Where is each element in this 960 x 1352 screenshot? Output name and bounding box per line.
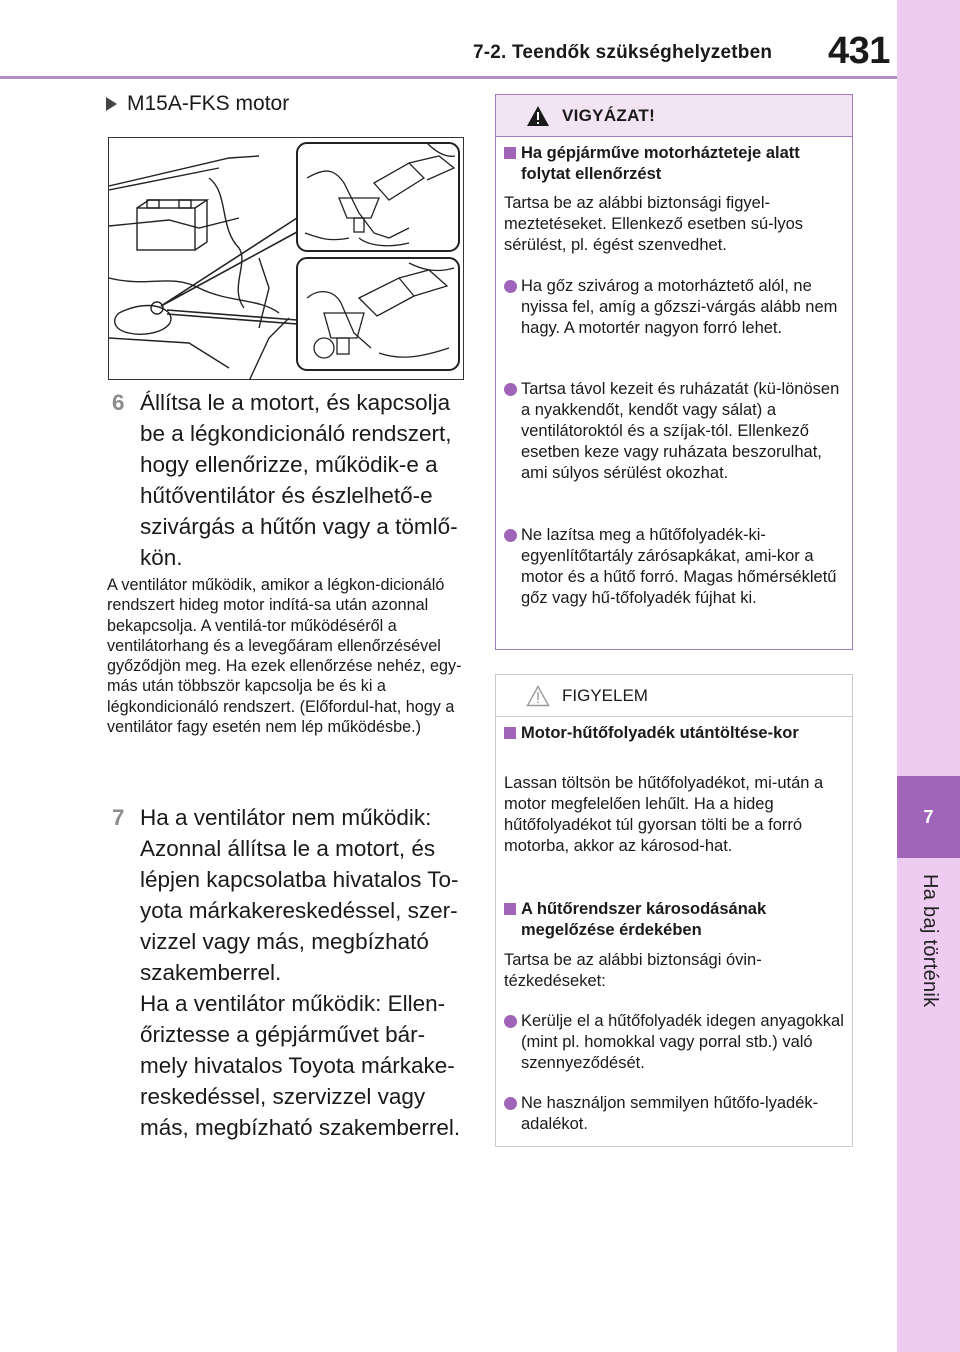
square-bullet-icon [504,903,516,915]
notice-bullet-1: Kerülje el a hűtőfolyadék idegen anyagokkal (mint pl. homokkal vagy porral stb.) való szennyeződését. [504,1011,844,1074]
square-bullet-icon [504,147,516,159]
round-bullet-icon [504,280,517,293]
warning-triangle-icon [526,105,550,127]
chapter-number: 7 [897,776,960,858]
warning-intro: Tartsa be az alábbi biztonsági figyel-meztetéseket. Ellenkező esetben sú-lyos sérülést, pl. égést szenvedhet. [504,194,803,254]
notice-text-1: Lassan töltsön be hűtőfolyadékot, mi-után a motor megfelelően lehűlt. Ha a hideg hűtőfolyadékot túl gyorsan tölti be a forró motorba, akkor az károsod-hat. [504,774,824,855]
warning-header [496,95,852,137]
notice-text-2: Tartsa be az alábbi biztonsági óvin-tézkedéseket: [504,951,762,990]
warning-heading: Ha gépjárműve motorházteteje alatt folytat ellenőrzést [504,143,844,185]
warning-box [495,94,853,650]
round-bullet-icon [504,1097,517,1110]
page-number: 431 [828,30,890,72]
notice-heading-2: A hűtőrendszer károsodásának megelőzése érdekében [504,899,844,941]
notice-bullet-2: Ne használjon semmilyen hűtőfo-lyadék-adalékot. [504,1093,844,1135]
step-7-text-fan-on: Ha a ventilátor működik: Ellen-őriztesse a gépjárművet bár-mely hivatalos Toyota márkake-reskedéssel, szervizzel vagy más, megbízható szakemberrel. [140,991,461,1140]
step-7-number: 7 [112,805,125,830]
warning-title: VIGYÁZAT! [562,105,656,125]
notice-header [496,675,852,717]
round-bullet-icon [504,529,517,542]
engine-heading [106,92,289,116]
notice-box [495,674,853,1147]
section-title: 7-2. Teendők szükséghelyzetben [473,42,773,63]
triangle-bullet-icon [106,97,117,111]
round-bullet-icon [504,383,517,396]
step-6-number: 6 [112,390,125,415]
notice-heading-1: Motor-hűtőfolyadék utántöltése-kor [504,723,844,744]
round-bullet-icon [504,1015,517,1028]
notice-triangle-icon [526,685,550,707]
engine-illustration [108,137,464,380]
square-bullet-icon [504,727,516,739]
fan-note: A ventilátor működik, amikor a légkon-dicionáló rendszert hideg motor indítá-sa után azonnal bekapcsolja. A ventilá-tor működéséről a ventilátorhang és a levegőáram ellenőrzésével győződjön meg. Ha ezek ellenőrzése nehéz, egy-más után többször kapcsolja be és ki a légkondicionáló rendszert. (Előfordul-hat, hogy a ventilátor fagy esetén nem lép működésbe.) [107,576,462,737]
engine-heading-text: M15A-FKS motor [127,92,290,115]
step-7-text-fan-off: Ha a ventilátor nem működik: Azonnal állítsa le a motort, és lépjen kapcsolatba hivatalos To-yota márkakereskedéssel, szer-vizzel vagy más, megbízható szakemberrel. [140,805,459,985]
notice-title: FIGYELEM [562,685,648,705]
warning-bullet-2: Tartsa távol kezeit és ruházatát (kü-lönösen a nyakkendőt, kendőt vagy sálat) a ventilátoroktól és a szíjak-tól. Ellenkező esetben keze vagy ruházata beszorulhat, ami súlyos sérülést okozhat. [504,379,844,484]
step-6 [112,387,462,573]
header-rule [0,76,897,79]
warning-bullet-3: Ne lazítsa meg a hűtőfolyadék-ki-egyenlítőtartály zárósapkákat, ami-kor a motor és a hűtő forró. Magas hőmérsékletű gőz vagy hű-tőfolyadék fújhat ki. [504,525,844,609]
engine-bay-drawing [109,138,464,380]
chapter-label: Ha baj történik [919,874,941,1008]
chapter-tab-strip [897,0,960,1352]
step-7 [112,802,462,1143]
warning-bullet-1: Ha gőz szivárog a motorháztető alól, ne nyissa fel, amíg a gőzszi-várgás alább nem hagy. A motortér nagyon forró lehet. [504,276,844,339]
step-6-text: Állítsa le a motort, és kapcsolja be a légkondicionáló rendszert, hogy ellenőrizze, működik-e a hűtőventilátor és észlelhető-e szivárgás a hűtőn vagy a tömlő-kön. [140,390,458,570]
